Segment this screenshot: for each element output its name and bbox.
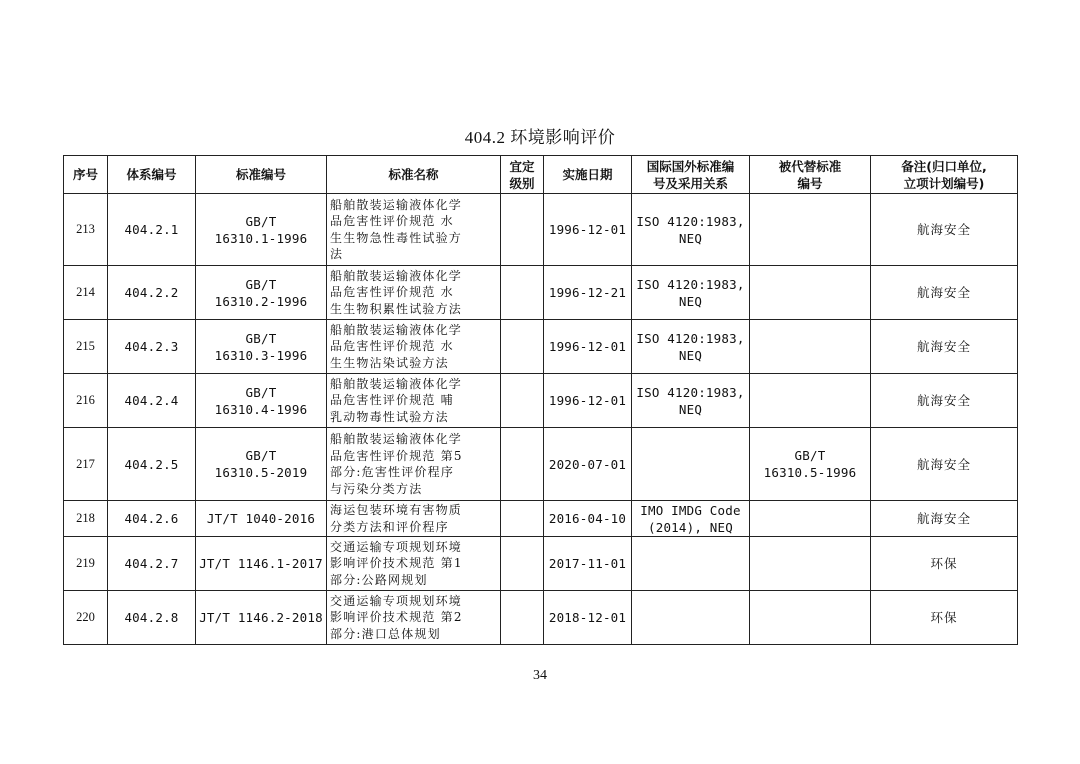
cell-remark: 航海安全 (871, 501, 1018, 537)
cell-level (501, 320, 544, 374)
cell-seq: 213 (64, 194, 108, 266)
cell-intl-std: ISO 4120:1983, NEQ (632, 320, 750, 374)
table-row (64, 320, 1018, 374)
cell-system-no: 404.2.6 (108, 501, 196, 537)
header-replaced: 被代替标准 编号 (750, 156, 871, 194)
page-number: 34 (533, 668, 547, 683)
cell-std-no: GB/T 16310.1-1996 (196, 194, 327, 266)
header-intl-std: 国际国外标准编 号及采用关系 (632, 156, 750, 194)
cell-impl-date: 2018-12-01 (544, 591, 632, 645)
cell-replaced (750, 501, 871, 537)
header-seq: 序号 (64, 156, 108, 194)
cell-std-no: JT/T 1040-2016 (196, 501, 327, 537)
cell-seq: 220 (64, 591, 108, 645)
cell-intl-std: ISO 4120:1983, NEQ (632, 374, 750, 428)
cell-system-no: 404.2.8 (108, 591, 196, 645)
cell-intl-std: IMO IMDG Code (2014), NEQ (632, 501, 750, 537)
cell-level (501, 591, 544, 645)
cell-impl-date: 2020-07-01 (544, 428, 632, 501)
cell-std-name: 船舶散装运输液体化学 品危害性评价规范 哺 乳动物毒性试验方法 (327, 374, 501, 428)
cell-std-name: 海运包装环境有害物质 分类方法和评价程序 (327, 501, 501, 537)
cell-level (501, 374, 544, 428)
cell-level (501, 194, 544, 266)
cell-remark: 航海安全 (871, 428, 1018, 501)
header-impl-date: 实施日期 (544, 156, 632, 194)
page-title: 404.2 环境影响评价 (464, 128, 616, 147)
cell-std-name: 船舶散装运输液体化学 品危害性评价规范 第5 部分:危害性评价程序 与污染分类方法 (327, 428, 501, 501)
cell-impl-date: 1996-12-01 (544, 320, 632, 374)
cell-replaced (750, 266, 871, 320)
standards-table (63, 155, 1018, 645)
cell-system-no: 404.2.1 (108, 194, 196, 266)
cell-std-name: 船舶散装运输液体化学 品危害性评价规范 水 生生物急性毒性试验方 法 (327, 194, 501, 266)
cell-system-no: 404.2.4 (108, 374, 196, 428)
cell-level (501, 266, 544, 320)
cell-remark: 航海安全 (871, 266, 1018, 320)
table-row (64, 266, 1018, 320)
cell-impl-date: 1996-12-01 (544, 194, 632, 266)
cell-system-no: 404.2.3 (108, 320, 196, 374)
cell-remark: 航海安全 (871, 374, 1018, 428)
cell-remark: 航海安全 (871, 194, 1018, 266)
cell-system-no: 404.2.2 (108, 266, 196, 320)
cell-level (501, 501, 544, 537)
header-level: 宜定 级别 (501, 156, 544, 194)
cell-level (501, 537, 544, 591)
cell-replaced (750, 194, 871, 266)
cell-replaced (750, 537, 871, 591)
cell-system-no: 404.2.7 (108, 537, 196, 591)
table-row (64, 374, 1018, 428)
cell-seq: 214 (64, 266, 108, 320)
cell-std-name: 船舶散装运输液体化学 品危害性评价规范 水 生生物积累性试验方法 (327, 266, 501, 320)
cell-remark: 航海安全 (871, 320, 1018, 374)
header-system-no: 体系编号 (108, 156, 196, 194)
cell-std-no: JT/T 1146.1-2017 (196, 537, 327, 591)
table-row (64, 194, 1018, 266)
header-std-name: 标准名称 (327, 156, 501, 194)
cell-std-no: GB/T 16310.5-2019 (196, 428, 327, 501)
cell-intl-std (632, 591, 750, 645)
cell-intl-std (632, 537, 750, 591)
cell-std-no: GB/T 16310.4-1996 (196, 374, 327, 428)
cell-seq: 215 (64, 320, 108, 374)
cell-seq: 219 (64, 537, 108, 591)
cell-impl-date: 1996-12-01 (544, 374, 632, 428)
cell-impl-date: 2016-04-10 (544, 501, 632, 537)
cell-std-name: 交通运输专项规划环境 影响评价技术规范 第1 部分:公路网规划 (327, 537, 501, 591)
cell-impl-date: 1996-12-21 (544, 266, 632, 320)
cell-std-no: GB/T 16310.2-1996 (196, 266, 327, 320)
cell-std-name: 交通运输专项规划环境 影响评价技术规范 第2 部分:港口总体规划 (327, 591, 501, 645)
cell-intl-std: ISO 4120:1983, NEQ (632, 266, 750, 320)
cell-impl-date: 2017-11-01 (544, 537, 632, 591)
cell-std-no: JT/T 1146.2-2018 (196, 591, 327, 645)
cell-replaced (750, 320, 871, 374)
cell-intl-std (632, 428, 750, 501)
cell-remark: 环保 (871, 591, 1018, 645)
table-header-row (64, 156, 1018, 194)
cell-intl-std: ISO 4120:1983, NEQ (632, 194, 750, 266)
cell-std-no: GB/T 16310.3-1996 (196, 320, 327, 374)
cell-system-no: 404.2.5 (108, 428, 196, 501)
header-std-no: 标准编号 (196, 156, 327, 194)
table-row (64, 537, 1018, 591)
cell-replaced (750, 374, 871, 428)
table-row (64, 591, 1018, 645)
table-row (64, 428, 1018, 501)
cell-replaced (750, 591, 871, 645)
cell-std-name: 船舶散装运输液体化学 品危害性评价规范 水 生生物沾染试验方法 (327, 320, 501, 374)
cell-seq: 217 (64, 428, 108, 501)
cell-level (501, 428, 544, 501)
cell-remark: 环保 (871, 537, 1018, 591)
cell-seq: 218 (64, 501, 108, 537)
header-remark: 备注(归口单位, 立项计划编号) (871, 156, 1018, 194)
cell-replaced: GB/T 16310.5-1996 (750, 428, 871, 501)
cell-seq: 216 (64, 374, 108, 428)
table-row (64, 501, 1018, 537)
